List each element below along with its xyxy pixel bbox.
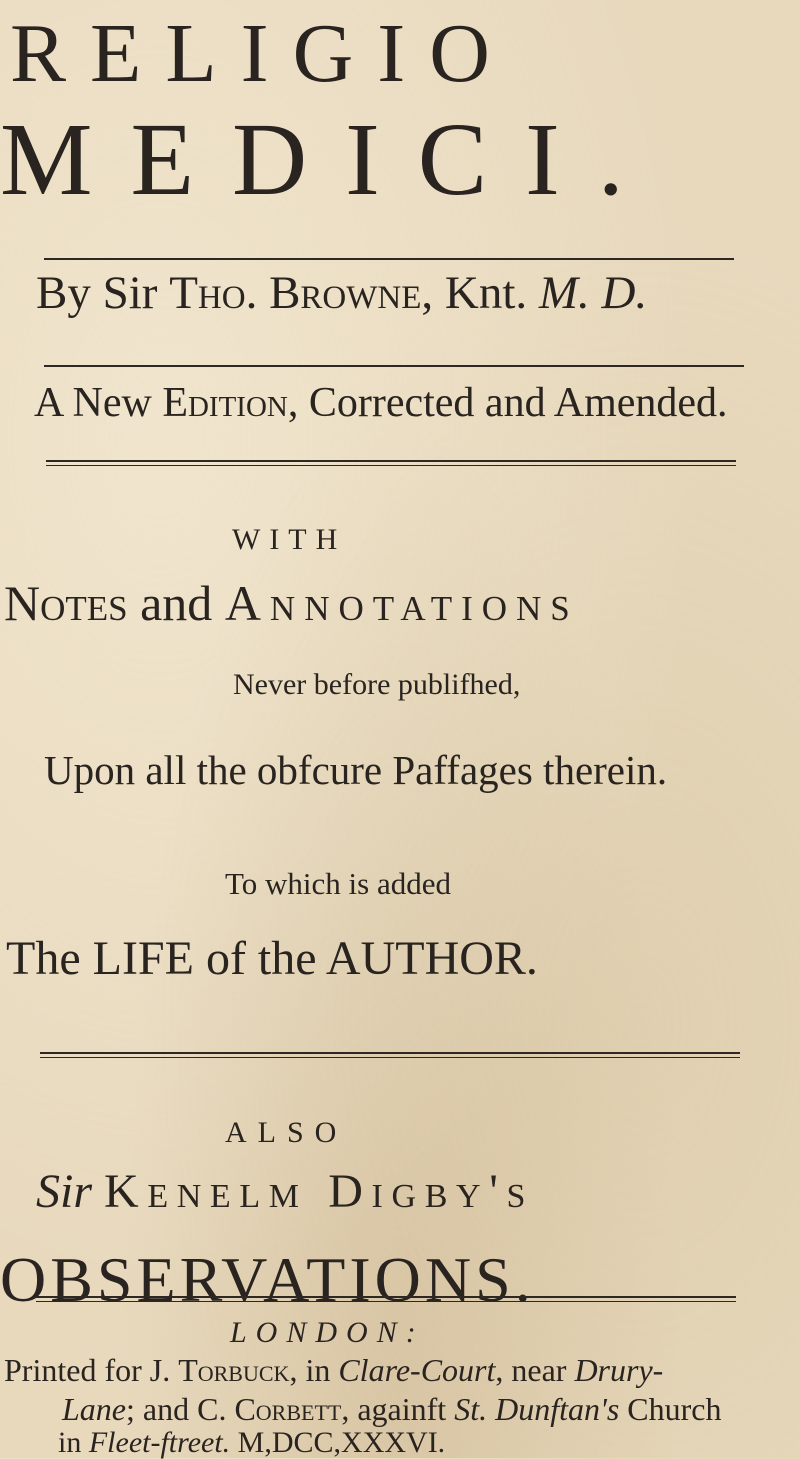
also-heading: ALSO [225,1116,348,1149]
notes-annotations [4,575,800,631]
upon-passages: Upon all the obfcure Paffages therein. [44,747,668,793]
rule-life [40,1052,740,1058]
edition-suffix: , Corrected and Amended. [287,380,728,426]
byline-suffix: , Knt. [421,267,539,319]
with-heading: WITH [232,523,347,556]
imprint-line-1 [4,1354,800,1386]
byline [36,267,800,319]
place-drury: Drury- [574,1352,664,1388]
author-name: Tho. Browne [169,267,422,319]
byline-prefix: By Sir [36,267,170,319]
imprint-line-2 [62,1393,800,1425]
imprint-year: M,DCC,XXXVI. [230,1426,446,1459]
annotations-word: Annotations [224,575,579,631]
publisher-torbuck: Torbuck [178,1352,290,1388]
life-of-author: The LIFE of the AUTHOR. [6,932,538,985]
place-clare-court: Clare-Court [338,1352,496,1388]
imprint-2a: ; and C. [126,1391,235,1427]
imprint-1b: , in [289,1352,339,1388]
place-lane: Lane [62,1391,126,1427]
rule-edition [46,460,736,466]
imprint-city: LONDON: [230,1316,425,1349]
edition-line [34,382,800,424]
place-fleet-street: Fleet-ftreet. [88,1426,231,1459]
observations-heading: OBSERVATIONS. [0,1244,535,1315]
digby-name: Kenelm Digby's [104,1165,535,1218]
edition-prefix: A New [34,380,163,426]
rule-top [44,258,734,260]
imprint-2b: , againft [341,1391,455,1427]
notes-and: and [127,575,225,631]
imprint-2c: Church [619,1391,722,1427]
to-which-added: To which is added [225,866,451,901]
digby-prefix: Sir [36,1165,105,1218]
notes-word: Notes [4,575,128,631]
place-st-dunstan: St. Dunftan's [454,1391,620,1427]
rule-byline [44,365,744,367]
imprint-3a: in [58,1426,89,1459]
imprint-1c: , near [495,1352,575,1388]
author-degree: M. D. [538,267,648,319]
title-medici: MEDICI. [0,102,662,217]
edition-word: Edition [162,380,288,426]
digby-line [36,1165,800,1218]
never-published: Never before publifhed, [233,668,521,701]
imprint-line-3 [58,1428,800,1458]
title-religio: RELIGIO [10,7,514,100]
imprint-1a: Printed for J. [4,1352,179,1388]
publisher-corbett: Corbett [234,1391,342,1427]
rule-observations [36,1296,736,1302]
